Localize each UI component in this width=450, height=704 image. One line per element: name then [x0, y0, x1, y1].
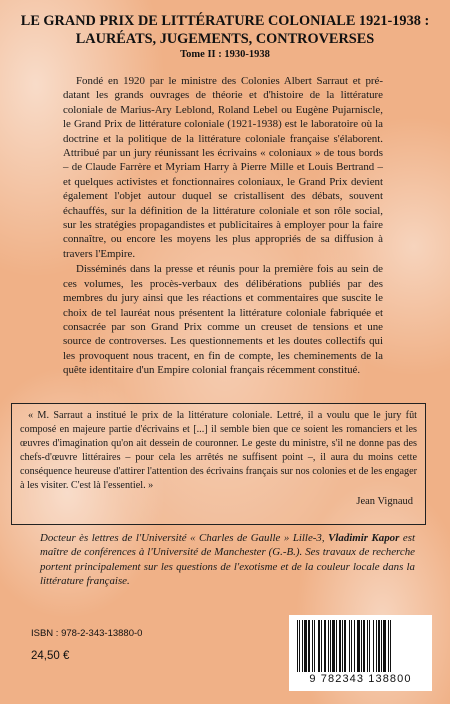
title-line-1: LE GRAND PRIX DE LITTÉRATURE COLONIALE 1921-1938 :: [20, 13, 430, 29]
quote-author: Jean Vignaud: [356, 496, 413, 507]
quote-text: « M. Sarraut a institué le prix de la littérature coloniale. Lettré, il a voulu que le jury fût composé en majeure partie d'écrivains et [...] il semble bien que ce soient les romanciers et les œuvres d'imagination qu'on ait dessein de couronner. Le geste du ministre, s'il ne donne pas des chefs-d'œuvre littéraires – pour cela les arrêtés ne suffisent point –, il aura du moins cette conséquence heureuse d'attirer l'attention des écrivains français sur nos colonies et de les engager à les visiter. C'est là l'essentiel. »: [20, 410, 417, 491]
blurb-text: [63, 74, 383, 379]
volume-subtitle: Tome II : 1930-1938: [180, 49, 270, 60]
title-line-2: LAURÉATS, JUGEMENTS, CONTROVERSES: [75, 31, 375, 47]
barcode: [289, 615, 432, 691]
author-bio: [40, 531, 415, 589]
barcode-bars-icon: [296, 620, 425, 672]
bio-rest: est maître de conférences à l'Université de Manchester (G.-B.). Ses travaux de recherche portent principalement sur les questions de l'exotisme et de la couleur locale dans la littérature française.: [40, 532, 415, 588]
quote-box: [11, 403, 426, 525]
author-name: Vladimir Kapor: [328, 532, 400, 544]
blurb-paragraph-1: Fondé en 1920 par le ministre des Colonies Albert Sarraut et pré-datant les grands ouvrages de théorie et d'histoire de la littérature coloniale de Marius-Ary Leblond, Roland Lebel ou Eugène Pujarniscle, le Grand Prix de littérature coloniale (1921-1938) est le laboratoire où la doctrine et la politique de la littérature coloniale française s'élaborent. Attribué par un jury réunissant les écrivains « coloniaux » de tous bords – de Claude Farrère et Myriam Harry à Pierre Mille et Louis Bertrand – et quelques activistes et fonctionnaires coloniaux, le Grand Prix devient également l'objet autour duquel se cristallisent des débats, souvent échauffés, sur la définition de la littérature coloniale et son rôle social, sur les stratégies propagandistes et publicitaires à employer pour la faire connaître, ou encore les moyens les plus appropriés de sa diffusion à travers l'Empire.: [63, 75, 383, 260]
book-title: [10, 12, 440, 48]
bio-intro: Docteur ès lettres de l'Université « Charles de Gaulle » Lille-3,: [40, 532, 325, 544]
isbn-label: ISBN : 978-2-343-13880-0: [31, 628, 143, 639]
blurb-paragraph-2: Disséminés dans la presse et réunis pour la première fois au sein de ces volumes, les procès-verbaux des délibérations publiés par des membres du jury ainsi que les réactions et commentaires que suscite le choix de tel lauréat nous présentent la littérature coloniale fabriquée et consacrée par son Grand Prix comme un creuset de tensions et une source de controverses. Les questionnements et les doutes collectifs qui les provoquent nous tracent, en fin de compte, les cheminements de la quête identitaire d'un Empire colonial français récemment constitué.: [63, 263, 383, 377]
barcode-digits: 9 782343 138800: [309, 673, 412, 685]
price-label: 24,50 €: [31, 650, 70, 662]
